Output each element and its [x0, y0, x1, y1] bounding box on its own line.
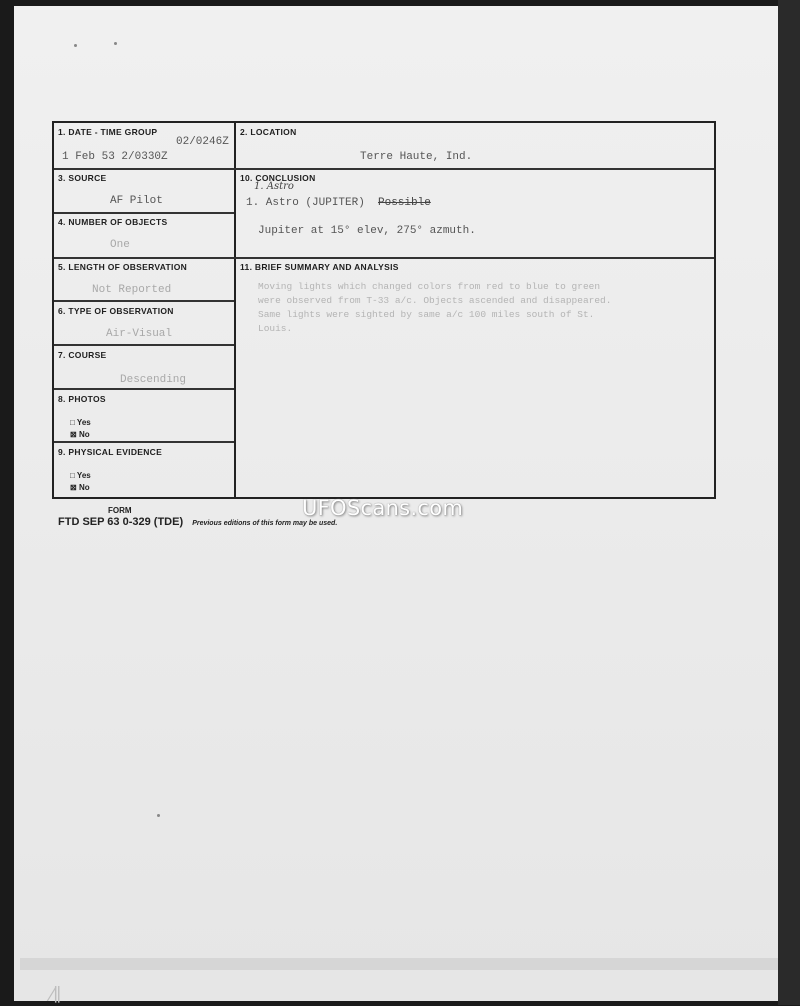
conclusion-detail: Jupiter at 15° elev, 275° azmuth. — [258, 225, 476, 237]
scan-band — [20, 958, 778, 970]
photos-yes-checkbox[interactable]: □ — [70, 418, 75, 427]
date-label: 1. DATE - TIME GROUP — [58, 127, 158, 137]
evidence-no-checkbox[interactable]: ⊠ — [70, 483, 77, 492]
margin-scribble: ⁄∥ — [50, 985, 62, 1006]
date-value-2: 1 Feb 53 2/0330Z — [62, 151, 168, 163]
course-label: 7. COURSE — [58, 350, 107, 360]
objects-value: One — [110, 239, 130, 251]
photos-yes-option[interactable] — [70, 418, 91, 427]
objects-label: 4. NUMBER OF OBJECTS — [58, 217, 168, 227]
type-label: 6. TYPE OF OBSERVATION — [58, 306, 174, 316]
form-code: FTD SEP 63 0-329 (TDE) — [58, 516, 184, 528]
conclusion-handwriting: 1. Astro — [254, 181, 294, 192]
report-form — [52, 121, 716, 499]
form-note: Previous editions of this form may be used. — [192, 520, 338, 527]
evidence-yes-option[interactable] — [70, 471, 91, 480]
row-divider — [54, 257, 714, 259]
form-footer — [58, 516, 337, 528]
conclusion-strikeout: Possible — [378, 197, 431, 209]
length-label: 5. LENGTH OF OBSERVATION — [58, 262, 188, 272]
form-word: FORM — [108, 506, 132, 515]
row-divider — [54, 212, 234, 214]
conclusion-label: 10. CONCLUSION — [240, 173, 316, 183]
scan-edge — [778, 0, 800, 1005]
photos-no-checkbox[interactable]: ⊠ — [70, 430, 77, 439]
row-divider — [54, 300, 234, 302]
source-label: 3. SOURCE — [58, 173, 107, 183]
evidence-yes-label: Yes — [76, 471, 91, 480]
course-value: Descending — [120, 374, 187, 386]
conclusion-value: 1. Astro (JUPITER) — [246, 197, 365, 209]
row-divider — [54, 168, 714, 170]
photos-no-label: No — [78, 430, 90, 439]
photos-no-option[interactable] — [70, 430, 90, 439]
type-value: Air-Visual — [106, 328, 173, 340]
source-value: AF Pilot — [110, 195, 163, 207]
evidence-yes-checkbox[interactable]: □ — [70, 471, 75, 480]
speck — [157, 814, 160, 817]
location-label: 2. LOCATION — [240, 127, 297, 137]
evidence-no-label: No — [78, 483, 90, 492]
row-divider — [54, 344, 234, 346]
evidence-label: 9. PHYSICAL EVIDENCE — [58, 447, 163, 457]
location-value: Terre Haute, Ind. — [360, 151, 473, 163]
evidence-no-option[interactable] — [70, 483, 90, 492]
row-divider — [54, 388, 234, 390]
length-value: Not Reported — [92, 284, 172, 296]
photos-label: 8. PHOTOS — [58, 394, 106, 404]
row-divider — [54, 441, 234, 443]
summary-label: 11. BRIEF SUMMARY AND ANALYSIS — [240, 262, 399, 272]
summary-text: Moving lights which changed colors from red to blue to green were observed from T-33 a/c. Objects ascended and disappeared. Same lights were sighted by same a/c 100 miles south of St. Louis. — [258, 281, 612, 334]
speck — [74, 44, 77, 47]
speck — [114, 42, 117, 45]
column-divider — [234, 123, 236, 497]
watermark: UFOScans.com — [302, 496, 464, 520]
photos-yes-label: Yes — [76, 418, 91, 427]
date-value-1: 02/0246Z — [176, 136, 229, 148]
